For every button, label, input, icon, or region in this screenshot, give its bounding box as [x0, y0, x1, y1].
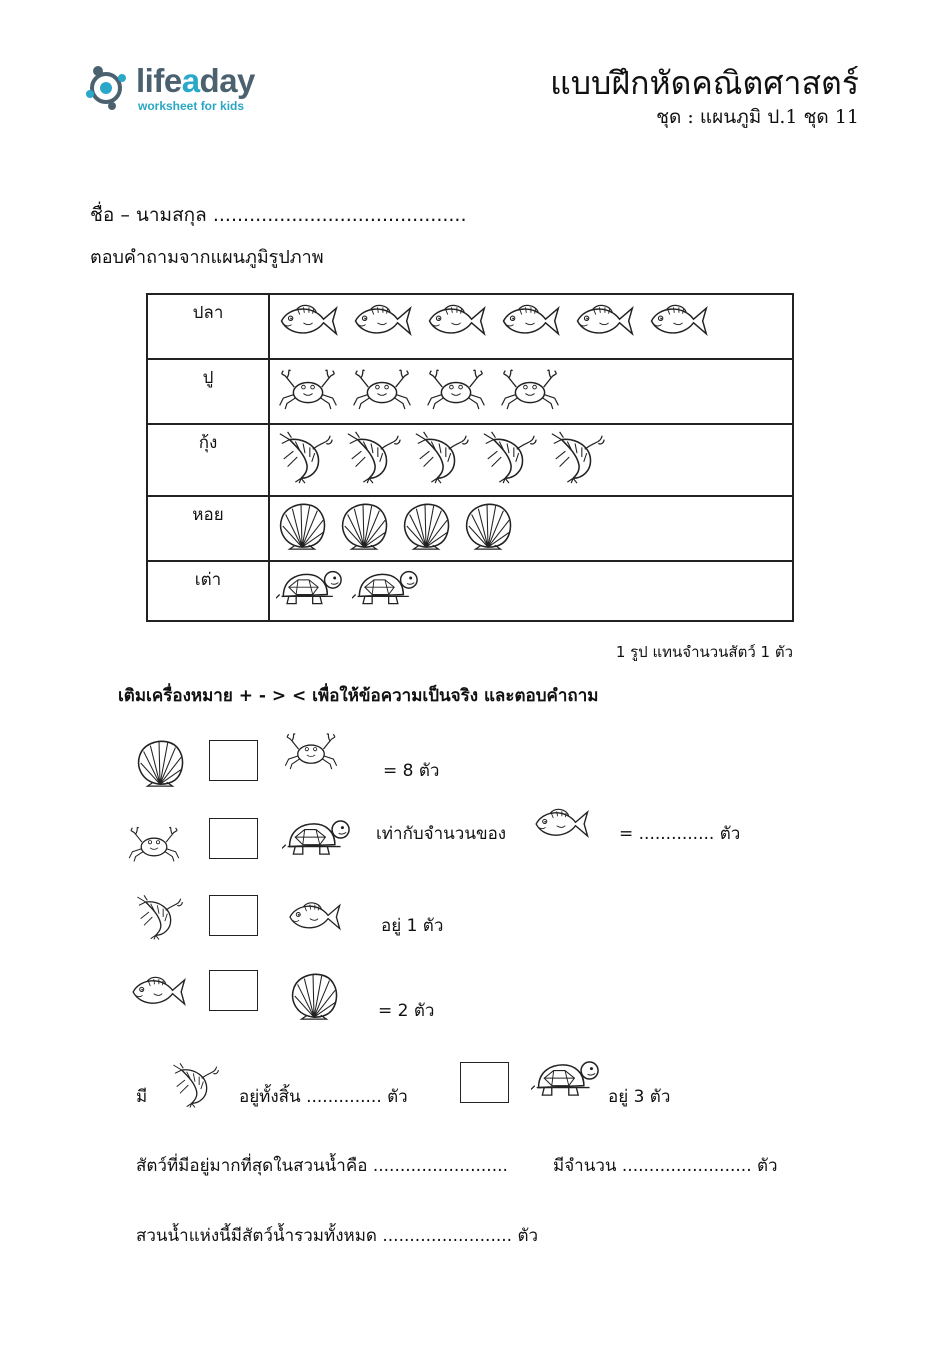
- row-label-shrimp: กุ้ง: [147, 424, 269, 496]
- turtle-icon: [531, 1056, 599, 1104]
- row-icons-turtle: [269, 561, 793, 621]
- row-label-turtle: เต่า: [147, 561, 269, 621]
- fish-icon: [424, 299, 488, 343]
- logo-molecule-icon: [84, 64, 132, 112]
- shrimp-icon: [480, 429, 538, 485]
- shell-icon: [276, 501, 328, 551]
- shell-icon: [288, 970, 340, 1022]
- fish-icons: [276, 299, 786, 343]
- pictograph-row-fish: [147, 294, 793, 359]
- crab-icon: [276, 364, 340, 412]
- row-icons-shrimp: [269, 424, 793, 496]
- crab-icons: [276, 364, 786, 412]
- shell-icon: [462, 501, 514, 551]
- crab-icon: [282, 728, 340, 772]
- fish-icon: [531, 804, 591, 844]
- logo-wordmark: lifeaday: [136, 62, 255, 99]
- pictograph-row-shell: [147, 496, 793, 561]
- row-icons-crab: [269, 359, 793, 424]
- answer-box-q2[interactable]: [209, 818, 258, 859]
- shrimp-icon: [412, 429, 470, 485]
- turtle-icon: [352, 566, 418, 612]
- crab-icon: [424, 364, 488, 412]
- shell-icons: [276, 501, 786, 551]
- q2-text: เท่ากับจำนวนของ: [376, 824, 507, 844]
- pictograph-row-turtle: [147, 561, 793, 621]
- shrimp-icons: [276, 429, 786, 485]
- crab-icon: [498, 364, 562, 412]
- row-icons-shell: [269, 496, 793, 561]
- fish-icon: [572, 299, 636, 343]
- turtle-icons: [276, 566, 786, 612]
- q6-most-animal[interactable]: สัตว์ที่มีอยู่มากที่สุดในสวนน้ำคือ .........................: [136, 1156, 508, 1176]
- page-title: แบบฝึกหัดคณิตศาสตร์: [550, 64, 859, 102]
- fish-icon: [498, 299, 562, 343]
- shell-icon: [134, 737, 186, 789]
- logo-tagline: worksheet for kids: [138, 99, 245, 113]
- exercise-title: เติมเครื่องหมาย + - > < เพื่อให้ข้อความเป็นจริง และตอบคำถาม: [118, 686, 599, 706]
- q5-suffix: อยู่ 3 ตัว: [608, 1087, 671, 1107]
- row-label-crab: ปู: [147, 359, 269, 424]
- legend-note: 1 รูป แทนจำนวนสัตว์ 1 ตัว: [615, 643, 793, 661]
- pictograph-row-shrimp: [147, 424, 793, 496]
- fish-icon: [646, 299, 710, 343]
- crab-icon: [350, 364, 414, 412]
- answer-box-q4[interactable]: [209, 970, 258, 1011]
- q7-total[interactable]: สวนน้ำแห่งนี้มีสัตว์น้ำรวมทั้งหมด ........................ ตัว: [136, 1226, 539, 1246]
- page-subtitle: ชุด : แผนภูมิ ป.1 ชุด 11: [656, 106, 859, 128]
- fish-icon: [350, 299, 414, 343]
- fish-icon: [128, 972, 188, 1012]
- shrimp-icon: [276, 429, 334, 485]
- shell-icon: [338, 501, 390, 551]
- q5-middle[interactable]: อยู่ทั้งสิ้น .............. ตัว: [239, 1087, 408, 1107]
- q1-result: = 8 ตัว: [383, 761, 440, 781]
- lifeaday-logo: [84, 62, 274, 114]
- row-label-fish: ปลา: [147, 294, 269, 359]
- shrimp-icon: [548, 429, 606, 485]
- crab-icon: [126, 822, 182, 864]
- shrimp-icon: [170, 1061, 220, 1109]
- fish-icon: [285, 897, 343, 937]
- answer-box-q3[interactable]: [209, 895, 258, 936]
- answer-box-q5[interactable]: [460, 1062, 509, 1103]
- shell-icon: [400, 501, 452, 551]
- q2-answer-line[interactable]: = .............. ตัว: [619, 824, 741, 844]
- pictograph-table: [146, 293, 794, 622]
- turtle-icon: [276, 566, 342, 612]
- q6-count[interactable]: มีจำนวน ........................ ตัว: [553, 1156, 778, 1176]
- turtle-icon: [282, 816, 350, 862]
- row-icons-fish: [269, 294, 793, 359]
- shrimp-icon: [344, 429, 402, 485]
- q4-result: = 2 ตัว: [378, 1001, 435, 1021]
- pictograph-row-crab: [147, 359, 793, 424]
- instruction-text: ตอบคำถามจากแผนภูมิรูปภาพ: [90, 247, 324, 268]
- q5-prefix: มี: [136, 1087, 148, 1107]
- shrimp-icon: [134, 893, 184, 941]
- fish-icon: [276, 299, 340, 343]
- student-name-field[interactable]: ชื่อ – นามสกุล ..........................................: [90, 204, 467, 226]
- row-label-shell: หอย: [147, 496, 269, 561]
- answer-box-q1[interactable]: [209, 740, 258, 781]
- q3-text: อยู่ 1 ตัว: [381, 916, 444, 936]
